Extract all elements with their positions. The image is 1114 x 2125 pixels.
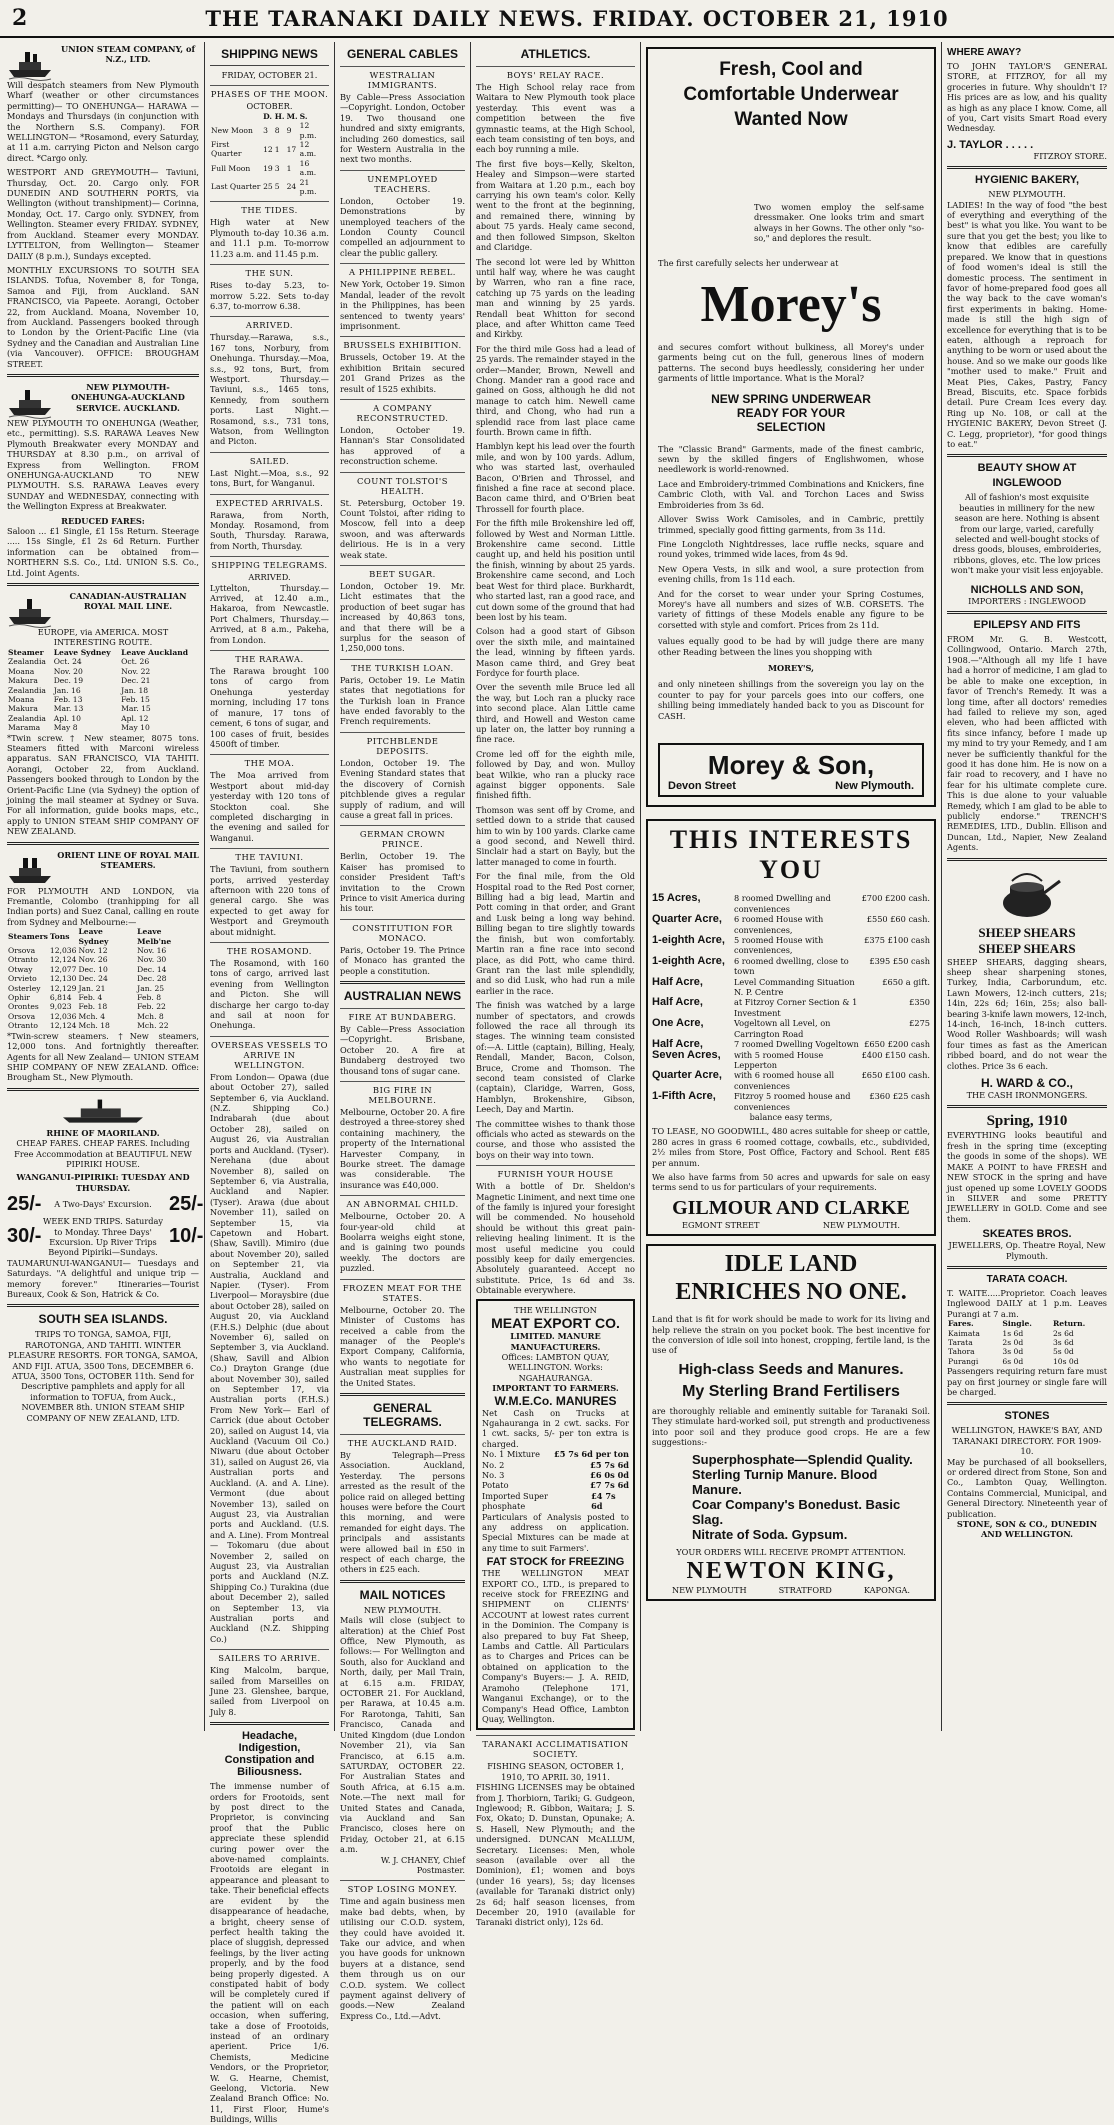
- gilmour-clarke-ad: THIS INTERESTS YOU 15 Acres, 8 roomed Dwelling and conveniences £700 £200 cash. Quarter Acre, 6 roomed House with conveniences, £550 £60 cash. 1-eighth Acre, 5 roomed House with conveniences, £375 £100 cash 1-eighth Acre, 6 roomed dwelling, close to town £395 £50 cash Half Acre, Level Commanding Situation N. P. Centre £650 a gift. Half Acre, at Fitzroy Corner Section & 1 Investment £350 One Acre, Vogeltown all Level, on Carrington Road £275 Half Acre, 7 roomed Dwelling Vogeltown £650 £200 cash Seven Acres, with 5 roomed House Lepperton £400 £150 cash. Quarter Acre, with 6 roomed house all conveniences £650 £100 cash. 1-Fifth Acre, Fitzroy 5 roomed house and conveniences £360 £25 cash balance easy terms, TO LEASE, NO GOODWILL, 480 acres suitable for sheep or cattle, 280 acres in grass 6 roomed cottage, cowbails, etc., subdivided, 2½ miles from Store, Post Office, Factory and School. Rent £85 per annum. We also have farms from 50 acres and upwards for sale on easy terms send to us for particulars of your requirements. GILMOUR AND CLARKE EGMONT STREET NEW PLYMOUTH.: [646, 819, 936, 1236]
- spring-body: EVERYTHING looks beautiful and fresh in the spring time (excepting the goods in some of the shops). WE MAKE A POINT to have FRESH and NEW STOCK in the spring and have just opened up some LOVELY GOODS in SILVER and some PRETTY JEWELLERY in GOLD. Come and see them.: [947, 1130, 1107, 1224]
- mail-body: Mails will close (subject to alteration) at the Chief Post Office, New Plymouth, as follows:— For Wellington and South, also for Auckland and North, daily, per Mail Train, at 6.15 a.m. FRIDAY, OCTOBER 21. For Auckland, per Rarawa, at 10.45 a.m. For Rarotonga, Tahiti, San Francisco, Canada and United Kingdom (due London November 21), via San Francisco, at 6.15 a.m. SATURDAY, OCTOBER 22. For Australian States and South Africa, at 6.15 a.m. Note.—The next mail for United States and Canada, via Auckland and San Francisco, closes here on Friday, October 21, at 6.15 a.m.: [340, 1615, 465, 1855]
- table-row: Otranto 12,124 Mch. 18 Mch. 22: [8, 1021, 169, 1031]
- arrived-heading: ARRIVED.: [210, 316, 329, 330]
- stop-losing-heading: STOP LOSING MONEY.: [340, 1880, 465, 1894]
- article-heading: WESTRALIAN IMMIGRANTS.: [340, 66, 465, 90]
- tides-heading: THE TIDES.: [210, 201, 329, 215]
- fares-head: REDUCED FARES:: [61, 515, 145, 526]
- list-item: And for the corset to wear under your Spring Costumes, Morey's have all numbers and sizes of W.B. CORSETS. The variety of fittings of these Models enable any figure to be corsetted with style and comfort. Prices from 2s 11d.: [658, 588, 924, 630]
- list-item: Half Acre, 7 roomed Dwelling Vogeltown £650 £200 cash: [652, 1038, 930, 1051]
- union-body: Will despatch steamers from New Plymouth Wharf (weather or other circumstances permitting)— TO ONEHUNGA— HARAWA — Mondays and Thursdays (in conjunction with the Northern S.S. Company). FOR WELLINGTON— *Rosamond, every Saturday, at 11 a.m. carrying Picton and Nelson cargo direct. *Cargo only.: [7, 80, 199, 163]
- expected-heading: EXPECTED ARRIVALS.: [210, 494, 329, 508]
- article-heading: BIG FIRE IN MELBOURNE.: [340, 1081, 465, 1105]
- list-item: Lace and Embroidery-trimmed Combinations and Knickers, fine Cambric Cloth, with Val. and Torchon Laces and Swiss Embroideries from 3s 6d.: [658, 478, 924, 510]
- spring-heading: Spring, 1910: [986, 1113, 1068, 1130]
- page-number: 2: [12, 5, 28, 31]
- arrived-body: Thursday.—Rarawa, s.s., 167 tons, Norbury, from Onehunga. Thursday.—Moa, s.s., 92 tons, Burt, from Westport. Thursday.—Taviuni, s.s., 1465 tons, Kennedy, from southern ports. Last Night.—Rosamond, s.s., 731 tons, Watson, from Wellington and Picton.: [210, 332, 329, 447]
- article-body: New York, October 19. Simon Mandal, leader of the revolt in the Philippines, has been sentenced to twenty years' imprisonment.: [340, 279, 465, 331]
- acclimatisation-body: FISHING LICENSES may be obtained from J. Thorbiorn, Tariki; G. Gudgeon, Inglewood; R. Gibbon, Waitara; J. S. Fox, Okato; D. Dunstan, Opunake; A. S. Hasell, New Plymouth; and the undersigned. DUNCAN McALLUM, Secretary. Licenses: Men, whole season (available over all the Dominion), £1; women and boys (under 16 years), 5s; day licenses (available for Taranaki district only) 2s 6d; half season licenses, from December 20, 1910 (available for Taranaki district only), 12s 6d.: [476, 1782, 635, 1928]
- manures-title: W.M.E.Co. MANURES: [494, 1393, 617, 1408]
- south-sea-ad: [7, 1312, 199, 1423]
- table-row: Last Quarter 25 5 24 21 p.m.: [211, 177, 317, 197]
- newspaper-title: THE TARANAKI DAILY NEWS. FRIDAY. OCTOBER 21, 1910: [205, 5, 949, 31]
- article-body: Berlin, October 19. The Kaiser has promised to consider President Taft's invitation to the Crown Prince to visit America during his tour.: [340, 851, 465, 914]
- taumarunui: TAUMARUNUI-WANGANUI— Tuesdays and Saturdays. "A delightful and unique trip — memory forever." Itineraries—Tourist Bureaux, Cook & Son, Hatrick & Co.: [7, 1257, 199, 1299]
- orient-sub: FOR PLYMOUTH AND LONDON, via Fremantle, Colombo (tranhipping for all Indian ports) and Suez Canal, calling en route from Sydney and Melbourne:—: [7, 885, 199, 927]
- hygienic-bakery-heading: HYGIENIC BAKERY,: [974, 174, 1080, 187]
- article-heading: A PHILIPPINE REBEL.: [340, 263, 465, 277]
- where-away-body: TO JOHN TAYLOR'S GENERAL STORE, at FITZROY, for all my groceries in future. Why shouldn't I? His prices are as low, and his quality as high as any place I know. Come, all of you, Cart visits Smart Road every Wednesday.: [947, 61, 1107, 134]
- riverboat-icon: [53, 1096, 153, 1128]
- orient-schedule-table: [7, 927, 199, 1030]
- acclimatisation-heading: TARANAKI ACCLIMATISATION SOCIETY.: [476, 1735, 635, 1759]
- list-item: No. 3 £6 0s 0d: [482, 1469, 629, 1480]
- morey-and-son: Morey & Son,: [707, 750, 875, 780]
- article-heading: A COMPANY RECONSTRUCTED.: [340, 399, 465, 423]
- sailed-heading: SAILED.: [210, 452, 329, 466]
- steamship-icon: [7, 44, 53, 80]
- article-heading: BRUSSELS EXHIBITION.: [340, 336, 465, 350]
- relay-heading: BOYS' RELAY RACE.: [476, 66, 635, 80]
- np-body: NEW PLYMOUTH TO ONEHUNGA (Weather, etc., permitting). S.S. RARAWA Leaves New Plymouth Breakwater every MONDAY and THURSDAY at 8.30 p.m., on arrival of Express from Wellington. FROM ONEHUNGA-AUCKLAND TO NEW PLYMOUTH. S.S. RARAWA Leaves every SUNDAY and WEDNESDAY, connecting with the Wellington Express at Breakwater.: [7, 417, 199, 512]
- list-item: Allover Swiss Work Camisoles, and in Cambric, prettily trimmed, specially good fitting garments, from 3s 11d.: [658, 514, 924, 535]
- gilmour-clarke-name: GILMOUR AND CLARKE: [672, 1196, 910, 1219]
- table-row: Otway 12,077 Dec. 10 Dec. 14: [8, 964, 167, 974]
- article-heading: FIRE AT BUNDABERG.: [340, 1008, 465, 1022]
- column-local-ads: WHERE AWAY? TO JOHN TAYLOR'S GENERAL STORE, at FITZROY, for all my groceries in future. Why shouldn't I? His prices are as low, and his quality as high as any place I know. Come, all of you, Cart visits Smart Road every Wednesday. J. TAYLOR . . . . . FITZROY STORE. HYGIENIC BAKERY, NEW PLYMOUTH. LADIES! In the way of food "the best of everything and everything of the best" is what you like. You want to be sure that you get the best; you like to know that edibles are carefully prepared. We know that in questions of food women's ideal is still the domestic process. The sentiment in favor of home-prepared food goes all the way back to the cave woman's first experiments in baking. Home-made is still the high sign of excellence for everything that is to be eaten, although a reproach for anything to be worn or used about the house. And so we make our goods like "mother used to make." Fruit and Meat Pies, Cakes, Pastry, Fancy Bread, Biscuits, etc. Space forbids detail. Pure Cream Ices every day. Ring up No. 108, or call at the HYGIENIC BAKERY, Devon Street (J. C. Legg, proprietor), "for good things to eat." BEAUTY SHOW AT INGLEWOOD All of fashion's most exquisite beauties in millinery for the new season are here. Nothing is absent from our large, varied, carefully selected and well-bought stocks of dress goods, blouses, embroideries, ribbons, gloves, etc. The low prices won't make your visit less enjoyable. NICHOLLS AND SON, IMPORTERS : INGLEWOOD EPILEPSY AND FITS FROM Mr. G. B. Westcott, Collingwood, Ontario. March 27th, 1908.—"Although all my life I have had a horror of medicine, I am glad to be able to make one exception, in favor of Trench's Remedy. It was a long time, after all doctors' remedies had failed to relieve my son, aged eleven, who had been afflicted with fits since infancy, before I made up my mind to try your Remedy, and I am never be sufficiently thankful for the good it has done him. He is now on a fair road to recovery, and I have no fear for his ultimate complete cure. This is due alone to your valuable Remedy, which I am glad to be able to publicly endorse." TRENCH'S REMEDIES, LTD., Dublin. Ellison and Duncan, Ltd., Napier, New Zealand Agents. SHEEP SHEARS SHEEP SHEARS SHEEP SHEARS, dagging shears, sheep shear sharpening stones, Turkey, India, Carborundum, etc. Lawn Mowers, 12-inch cutters, 21s; 14in, 22s 6d; 16in, 25s; also ball-bearing 3-knife lawn mowers, 12-inch, 14-inch, 16-inch, 18-inch cutters. Wood Roller Washboards; will wash four times as fast as the American ribbed board, and do not wear the clothes. Price 3s 6 each. H. WARD & CO., THE CASH IRONMONGERS. Spring, 1910 EVERYTHING looks beautiful and fresh in the spring time (excepting the goods in some of the shops). WE MAKE A POINT to have FRESH and NEW STOCK in the spring and have just opened up some LOVELY GOODS in SILVER and some PRETTY JEWELLERY in GOLD. Come and see them. SKEATES BROS. JEWELLERS, Op. Theatre Royal, New Plymouth. TARATA COACH. T. WAITE.....Proprietor. Coach leaves Inglewood DAILY at 1 p.m. Leaves Purangi at 7 a.m. Fares. Single. Return. Kaimata 1s 6d 2s 6d Tarata 2s 0d 3s 6d Tahora 3s 0d 5s 0d Purangi 6s 0d 10s 0d Passengers requiring return fare must pay on first journey or single fare will be charged. STONES WELLINGTON, HAWKE'S BAY, AND TARANAKI DIRECTORY. FOR 1909-10. May be purchased of all booksellers, or ordered direct from Stone, Son and Co., Lambton Quay, Wellington. Contains Commercial, Municipal, and General Directory. Nineteenth year of publication. STONE, SON & CO., DUNEDIN AND WELLINGTON.: [947, 47, 1107, 1540]
- furnish-heading: FURNISH YOUR HOUSE: [476, 1165, 635, 1179]
- australian-news-heading: AUSTRALIAN NEWS: [343, 988, 462, 1003]
- list-item: Imported Super phosphate £4 7s 6d: [482, 1490, 616, 1512]
- land-list: [652, 893, 930, 1112]
- table-row: Ophir 6,814 Feb. 4 Feb. 8: [8, 993, 162, 1003]
- article-heading: CONSTITUTION FOR MONACO.: [340, 919, 465, 943]
- table-row: Marama May 8 May 10: [8, 723, 150, 733]
- stop-losing-body: Time and again business men make bad debts, when, by utilising our C.O.D. system, they could have avoided it. Take our advice, and when you have goods for unknown buyers at a distance, send them through us on our C.O.D. system. We collect payment against delivery of goods.—New Zealand Express Co., Ltd.—Advt.: [340, 1896, 465, 2021]
- article-body: London, October 19. The Evening Standard states that the discovery of Cornish pitchblende gives a regular supply of radium, and will cause a great fall in prices.: [340, 757, 465, 820]
- fat-stock-title: FAT STOCK for FREEZING: [486, 1556, 625, 1569]
- article-heading: AN ABNORMAL CHILD.: [340, 1195, 465, 1209]
- moon-month: OCTOBER.: [246, 101, 293, 112]
- union-body-3: MONTHLY EXCURSIONS TO SOUTH SEA ISLANDS. Tofua, November 8, for Tonga, Samoa and Fiji, from Auckland. SAN FRANCISCO, via Papeete. Aorangi, October 22, from Auckland. Moana, November 10, from Auckland. Passengers booked through to London by the Orient-Pacific Line (via Sydney and the Canadian and Australian Line (via Vancouver). OFFICE: BROUGHAM STREET.: [7, 264, 199, 369]
- list-item: No. 2 £5 7s 6d: [482, 1459, 629, 1470]
- telegrams-heading: SHIPPING TELEGRAMS.: [210, 556, 329, 570]
- can-foot: *Twin screw. † New steamer, 8075 tons. Steamers fitted with Marconi wireless apparatus. SAN FRANCISCO, VIA TAHITI. Aorangi, October 22, from Auckland. Passengers booked through to London by the Orient-Pacific Line (via Sydney) the option of joining the mail steamer at Sydney or Suva. For all information, guide books maps, etc., apply to UNION STEAM SHIP COMPANY OF NEW ZEALAND.: [7, 732, 199, 837]
- list-item: One Acre, Vogeltown all Level, on Carrington Road £275: [652, 1017, 930, 1039]
- list-item: 1-eighth Acre, 6 roomed dwelling, close to town £395 £50 cash: [652, 954, 930, 977]
- rarawa-heading: THE RARAWA.: [210, 650, 329, 664]
- article-heading: PITCHBLENDE DEPOSITS.: [340, 732, 465, 756]
- overseas-body: From London— Opawa (due about October 27), sailed September 6, via Auckland. (N.Z. Shipping Co.) Indrabarah (due about October 28), sailed on August 26, via Australian ports and Auckland. (Tyser). Nerehana (due about November 8), sailed on September 6, via Australia, Auckland and Napier. (Tyser). Arawa (due about November 11), sailed on September 15, via Capetown and Hobart. (Shaw, Savill). Mimiro (due about November 20), sailed on September 21, via Australia, Auckland and Napier. (Tyser). From Liverpool— Moraysbire (due about October 28), sailed on August 20, via Auckland (F.H.S.) Delphic (due about November 6), sailed on September 3, via Auckland. (Shaw, Savill and Albion Co.) Drayton Grange (due about November 30), sailed on September 17, via Australian ports (F.H.S.) From New York— Earl of Carrick (due about October 20), sailed on August 14, via Auckland (Vacuum Oil Co.) Niwaru (due about October 31), sailed on August 26, via Australian ports and Auckland. (A. and A. Line). Vermont (due about November 13), sailed on August 23, via Australian ports and Auckland. (U.S. and A. Line). From Montreal— Tokomaru (due about November 2, sailed on August 23, via Australian ports and Auckland (N.Z. Shipping Co.) Turakina (due about December 2), sailed on September 13, via Australian ports and Auckland (N.Z. Shipping Co.): [210, 1071, 329, 1644]
- table-header: Leave Sydney: [78, 927, 109, 946]
- article-paragraph: Over the seventh mile Bruce led all the way, but Loch ran a plucky race into second place. Alan Little came third, and Howell and Weston came up later on, the latter boy running a fine race.: [476, 682, 635, 745]
- sun-body: Rises to-day 5.23, to-morrow 5.22. Sets to-day 6.37, to-morrow 6.38.: [210, 280, 329, 311]
- taviuni-body: The Taviuni, from southern ports, arrived yesterday afternoon with 220 tons of general cargo. She was expected to get away for Westport and Greymouth about midnight.: [210, 864, 329, 937]
- can-sub: EUROPE, via AMERICA. MOST INTERESTING ROUTE.: [37, 627, 169, 648]
- article-heading: GERMAN CROWN PRINCE.: [340, 825, 465, 849]
- article-paragraph: The second lot were led by Whitton until half way, where he was caught by Warren, who ran a fine race, catching up 75 yards on the leading man and winning by 25 yards. Rendall beat Whitton for second place, and after Whitton came Teed and Kirkby.: [476, 256, 635, 340]
- table-row: Kaimata 1s 6d 2s 6d: [948, 1328, 1074, 1338]
- rosamond-heading: THE ROSAMOND.: [210, 942, 329, 956]
- article-paragraph: For the fifth mile Brokenshire led off, followed by West and Norman Little. Brokenshire came second. Little caught up, and held his position until the finish, winning by about 25 yards. Brokenshire came second, and Loch beat West for third place. Burkhardt, who started last, ran a good race, and cut down some of the ground that had been lost by his team.: [476, 518, 635, 622]
- taviuni-heading: THE TAVIUNI.: [210, 848, 329, 862]
- steamship-icon: [7, 591, 53, 627]
- can-head: CANADIAN-AUSTRALIAN ROYAL MAIL LINE.: [69, 591, 187, 612]
- moon-heading: PHASES OF THE MOON.: [210, 85, 329, 99]
- article-paragraph: For the third mile Goss had a lead of 25 yards. The remainder stayed in the order—Mander, Brown, Newell and Chong. Mander ran a good race and gained on Goss, although he did not manage to catch him. Newell came third, and Chong, who had run a splendid race from last place came fourth. Brown came in fifth.: [476, 343, 635, 437]
- raid-heading: THE AUCKLAND RAID.: [340, 1434, 465, 1448]
- ssi-head: SOUTH SEA ISLANDS.: [38, 1312, 168, 1327]
- article-paragraph: Colson had a good start of Gibson over the sixth mile, and maintained the lead, winning by fifteen yards. Mason came third, and Grey beat Fordyce for fourth place.: [476, 626, 635, 678]
- article-paragraph: The first five boys—Kelly, Skelton, Healey and Simpson—were started from Waitara at 1.20 p.m., each boy carrying his own team's color. Kelly went to the front at the beginning, and remained there, winning by about 75 yards. Healy came second, and then followed Simpson, Skelton and Claridge.: [476, 158, 635, 253]
- list-item: 1-Fifth Acre, Fitzroy 5 roomed house and conveniences £360 £25 cash: [652, 1090, 930, 1112]
- orient-line-ad: [7, 850, 199, 1083]
- telegrams-body: Lyttelton, Thursday.—Arrived, at 12.40 a.m., Hakaroa, from Newcastle. Port Chalmers, Thursday.—Arrived, at 8 a.m., Pakeha, from London.: [210, 582, 329, 645]
- table-row: Zealandia Jan. 16 Jan. 18: [8, 685, 149, 695]
- overseas-heading: OVERSEAS VESSELS TO ARRIVE IN WELLINGTON.: [210, 1036, 329, 1070]
- article-heading: BEET SUGAR.: [340, 565, 465, 579]
- article-paragraph: The High School relay race from Waitara to New Plymouth took place yesterday. This event was a competition between the five gymnastic teams, at the High School, each team consisting of ten boys, and each boy running a mile.: [476, 82, 635, 155]
- stones-directory-heading: STONES: [1004, 1410, 1050, 1423]
- list-item: Half Acre, at Fitzroy Corner Section & 1 Investment £350: [652, 996, 930, 1018]
- newton-king-name: NEWTON KING,: [686, 1557, 896, 1584]
- sheep-shears-icon: [992, 867, 1062, 919]
- hygienic-bakery-body: LADIES! In the way of food "the best of everything and everything of the best" is what you like. You want to be sure that you get the best; you like to know that edibles are carefully prepared. We know that in questions of food women's ideal is still the domestic process. The sentiment in favor of home-prepared food goes all the way back to the cave woman's first experiments in baking. Home-made is still the high sign of excellence for everything that is to be eaten, although a reproach for anything to be worn or used about the house. And so we make our goods like "mother used to make." Fruit and Meat Pies, Cakes, Pastry, Fancy Bread, Biscuits, etc. Space forbids detail. Pure Cream Ices every day. Ring up No. 108, or call at the HYGIENIC BAKERY, Devon Street (J. C. Legg, proprietor), "for good things to eat.": [947, 199, 1107, 449]
- table-header: Tons: [49, 931, 70, 941]
- list-item: 1-eighth Acre, 5 roomed House with conveniences, £375 £100 cash: [652, 934, 930, 956]
- ssi-body: TRIPS TO TONGA, SAMOA, FIJI, RAROTONGA, AND TAHITI. WINTER PLEASURE RESORTS. FOR TONGA, SAMOA, AND FIJI. ATUA, 3500 Tons, DECEMBER 6. ATUA, 3500 Tons, OCTOBER 11th. Send for Descriptive pamphlets and apply for all information to TOFUA, from Auck., NOVEMBER 8th. UNION STEAM SHIP COMPANY OF NEW ZEALAND, LTD.: [8, 1329, 198, 1423]
- table-header: Steamer: [8, 647, 44, 657]
- table-row: Zealandia Oct. 24 Oct. 26: [8, 657, 150, 667]
- column-cables: [335, 42, 471, 2021]
- table-row: Osterley 12,129 Jan. 21 Jan. 25: [8, 983, 165, 993]
- article-body: London, October 19. Mr. Licht estimates that the production of beet sugar has increased by 40,863 tons, and that there will be a surplus for the season of 1,250,000 tons.: [340, 581, 465, 654]
- column-shipping-ads: [2, 42, 205, 1731]
- article-body: London, October 19. Demonstrations by unemployed teachers of the London County Council compelled an adjournment to clear the public gallery.: [340, 195, 465, 258]
- table-row: Full Moon 19 3 1 16 a.m.: [211, 158, 317, 178]
- list-item: Quarter Acre, 6 roomed House with conveniences, £550 £60 cash.: [652, 913, 930, 935]
- mail-signature: W. J. CHANEY, Chief Postmaster.: [380, 1854, 465, 1875]
- this-interests-you: THIS INTERESTS YOU: [669, 825, 913, 885]
- list-item: The "Classic Brand" Garments, made of the finest cambric, sewn by the skilled fingers of Englishwomen, whose needlework is world-renowned.: [658, 443, 924, 475]
- moreys-logo: Morey's: [700, 276, 882, 334]
- sheep-shears-body: SHEEP SHEARS, dagging shears, sheep shear sharpening stones, Turkey, India, Carborundum, etc. Lawn Mowers, 12-inch cutters, 21s; 14in, 22s 6d; 16in, 25s; also ball-bearing 3-knife lawn mowers, 12-inch, 14-inch, 16-inch, 18-inch cutters. Wood Roller Washboards; will wash four times as fast as the American ribbed board, and do not wear the clothes. Price 3s 6 each.: [947, 956, 1107, 1071]
- list-item: Potato £7 7s 6d: [482, 1480, 629, 1491]
- article-body: Paris, October 19. The Prince of Monaco has granted the people a constitution.: [340, 944, 465, 976]
- frootoids-body: The immense number of orders for Frootoids, sent by post direct to the Proprietor, is convincing proof that the Public appreciate these splendid curing power over the above-named complaints. Frootoids are elegant in appearance and pleasant to take. Their beneficial effects are evident by the disappearance of headache, a bright, cheery sense of perfect health taking the place of sluggish, depressed feelings, by the liver acting properly, and by the food being properly digested. A constipated habit of body will be completely cured if the patient will on each occasion, when suffering, take a dose of Frootoids, instead of an ordinary aperient. Price 1/6. Chemists, Medicine Vendors, or the Proprietor, W. G. Hearne, Chemist, Geelong, Victoria. New Zealand Branch Office: No. 11, First Floor, Hume's Buildings, Willis: [210, 1781, 329, 2125]
- wanganui-route: WANGANUI-PIPIRIKI: TUESDAY AND THURSDAY.: [16, 1172, 190, 1193]
- list-item: No. 1 Mixture £5 7s 6d per ton: [482, 1449, 629, 1460]
- newton-king-ad: IDLE LAND ENRICHES NO ONE. Land that is fit for work should be made to work for its living and help relieve the strain on you pocket book. The best incentive for the conversion of idle soil into honest, cropping, fertile land, is the use of High-class Seeds and Manures. My Sterling Brand Fertilisers are thoroughly reliable and eminently suitable for Taranaki Soil. They stimulate hard-worked soil, put strength and productiveness into poor soil and they produce good crops. He are a few suggestions:- Superphosphate—Splendid Quality. Sterling Turnip Manure. Blood Manure. Coar Company's Bonedust. Basic Slag. Nitrate of Soda. Gypsum. YOUR ORDERS WILL RECEIVE PROMPT ATTENTION. NEWTON KING, NEW PLYMOUTH STRATFORD KAPONGA.: [646, 1244, 936, 1601]
- tarata-coach-heading: TARATA COACH.: [986, 1273, 1068, 1285]
- column-advertisements: [641, 42, 942, 1731]
- sailers-heading: SAILERS TO ARRIVE.: [210, 1649, 329, 1663]
- beauty-show-body: All of fashion's most exquisite beauties in millinery for the new season are here. Nothing is absent from our large, varied, carefully selected and well-bought stocks of dress goods, blouses, embroideries, ribbons, gloves, etc. The low prices won't make your visit less enjoyable.: [950, 492, 1104, 576]
- article-body: Melbourne, October 20. A four-year-old child at Boolarra weighs eight stone, and is gaining two pounds weekly. The doctors are puzzled.: [340, 1211, 465, 1274]
- article-paragraph: Hamblyn kept his lead over the fourth mile, and won by 100 yards. Adlum, who was started last, overhauled Bacon, O'Brien and Throssel, and finished a fine race at second place. Bacon came third, and O'Brien beat Throssell for fourth place.: [476, 441, 635, 514]
- table-header: Leave Auckland: [121, 647, 189, 657]
- moreys-ad: Fresh, Cool and Comfortable Underwear Wanted Now Two women employ the self-same dressmaker. One looks trim and smart always in her Gowns. The other only "so-so," and deplores the result. The first carefully selects her underwear at Morey's and secures comfort without bulkiness, all Morey's under garments being cut on the full, generous lines of modern patterns. The second buys heedlessly, considering her under garments of little importance. What is the Moral? NEW SPRING UNDERWEAR READY FOR YOUR SELECTION The "Classic Brand" Garments, made of the finest cambric, sewn by the skilled fingers of Englishwomen, whose needlework is world-renowned. Lace and Embroidery-trimmed Combinations and Knickers, fine Cambric Cloth, with Val. and Torchon Laces and Swiss Embroideries from 3s 6d. Allover Swiss Work Camisoles, and in Cambric, prettily trimmed, specially good fitting garments, from 3s 11d. Fine Longcloth Nightdresses, lace ruffle necks, square and round yokes, trimmed wide laces, from 4s 9d. New Opera Vests, in silk and wool, a sure protection from evening chills, from 1s 11d each. And for the corset to wear under your Spring Costumes, Morey's have all numbers and sizes of W.B. CORSETS. The variety of fittings of these Models enable any figure to be corsetted with style and comfort. Prices from 2s 11d. values equally good to be had by will judge there are many other Reading between the lines you shopping with MOREY'S, and only nineteen shillings from the sovereign you lay on the counter to pay for your parcels goes into our coffers, one shilling being immediately handed back to you as Discount for CASH. Morey & Son, Devon Street New Plymouth.: [646, 47, 936, 807]
- article-paragraph: Thomson was sent off by Crome, and settled down to a stride that caused him to win by 100 yards. Clarke came a good second, and Newell third. Sinclair had a start on Bayly, but the latter managed to come in fourth.: [476, 804, 635, 867]
- telegrams-arrived: ARRIVED.: [248, 572, 291, 583]
- moa-body: The Moa arrived from Westport about mid-day yesterday with 120 tons of Stockton coal. She completed discharging in the evening and sailed for Wanganui.: [210, 770, 329, 843]
- fare-two-day: 25/- A Two-Days' Excursion. 25/-: [7, 1193, 204, 1216]
- article-body: Paris, October 19. Le Matin states that negotiations for the Turkish loan in France have ended favorably to the French requirements.: [340, 674, 465, 727]
- sun-heading: THE SUN.: [210, 264, 329, 278]
- table-header: Steamers: [8, 931, 48, 941]
- article-heading: COUNT TOLSTOI'S HEALTH.: [340, 472, 465, 496]
- list-item: Sterling Turnip Manure. Blood Manure.: [692, 1467, 878, 1498]
- frootoids-heading: Headache, Indigestion, Constipation and Biliousness.: [224, 1730, 315, 1779]
- np-head: NEW PLYMOUTH-ONEHUNGA-AUCKLAND SERVICE. AUCKLAND.: [71, 381, 185, 413]
- article-paragraph: Crome led off for the eighth mile, followed by Day, and won. Mulloy beat Wilkie, who ran a plucky race against bigger opponents. Sale finished fifth.: [476, 748, 635, 801]
- epilepsy-body: FROM Mr. G. B. Westcott, Collingwood, Ontario. March 27th, 1908.—"Although all my life I have had a horror of medicine, I am glad to be able to make one exception, in favor of Trench's Remedy. It was a long time, after all doctors' remedies had failed to relieve my son, aged eleven, who had been afflicted with fits since infancy, before I made up my mind to try your Remedy, and I am never be sufficiently thankful for the good it has done him. He is now on a fair road to recovery, and I have no fear for his ultimate complete cure. This is due alone to your valuable Remedy, which I am glad to be able to publicly endorse." TRENCH'S REMEDIES, LTD., Dublin. Ellison and Duncan, Ltd., Napier, New Zealand Agents.: [947, 634, 1107, 853]
- moon-table: D. H. M. S. New Moon 3 8 9 12 p.m. First Quarter 12 1 17 12 a.m. Full Moon 19 3 1 16 a.m. Last Quarter 25 5 24 21 p.m.: [210, 112, 329, 197]
- article-heading: UNEMPLOYED TEACHERS.: [340, 170, 465, 194]
- table-row: Orvieto 12,130 Dec. 24 Dec. 28: [8, 974, 167, 984]
- shipping-news-heading: SHIPPING NEWS: [221, 47, 318, 61]
- steamship-icon: [7, 382, 53, 418]
- article-body: By Cable—Press Association—Copyright. London, October 19. Two thousand one hundred and sixty emigrants, including 260 domestics, sail for Western Australia in the next two months.: [340, 92, 465, 165]
- article-heading: FROZEN MEAT FOR THE STATES.: [340, 1279, 465, 1303]
- sailers-body: King Malcolm, barque, sailed from Marseilles on June 23. Glenshee, barque, sailed from Liverpool on July 8.: [210, 1665, 329, 1717]
- article-paragraph: For the final mile, from the Old Hospital road to the Red Post corner, Billing had a big lead, Martin and Pott coming in that order, and Grant and Lusk being a long way behind. Billing began to tire slightly towards the finish, but won comfortably. Martin ran a fine race into second place, as did Pott, who came third. Grant ran the last mile splendidly, and so did Lusk, who had run a mile earlier in the race.: [476, 871, 635, 996]
- table-row: Orsova 12,036 Nov. 12 Nov. 16: [8, 946, 167, 956]
- table-row: Zealandia Apl. 10 Apl. 12: [8, 713, 149, 723]
- steamship-icon: [7, 850, 53, 886]
- rarawa-body: The Rarawa brought 100 tons of cargo from Onehunga yesterday morning, including 17 tons of manure, 17 tons of cement, 6 tons of sugar, and 100 cases of fruit, besides 4500ft of timber.: [210, 666, 329, 749]
- list-item: Nitrate of Soda. Gypsum.: [692, 1527, 848, 1543]
- orient-foot: *Twin-screw steamers. †New steamers, 12,000 tons. And fortnightly thereafter. Agents for all New Zealand— UNION STEAM SHIP COMPANY OF NEW ZEALAND. Office: Brougham St., New Plymouth.: [7, 1030, 199, 1083]
- article-body: London, October 19. Hannan's Star Consolidated has approved of a reconstruction scheme.: [340, 424, 465, 467]
- table-row: Tarata 2s 0d 3s 6d: [948, 1337, 1074, 1347]
- article-body: Brussels, October 19. At the exhibition Britain secured 201 Grand Prizes as the result of 1525 exhibits.: [340, 352, 465, 394]
- table-row: Orsova 12,036 Mch. 4 Mch. 8: [8, 1011, 164, 1021]
- fare-week-end: 30/- WEEK END TRIPS. Saturday to Monday. Three Days' Excursion. Up River Trips Beyond Pipiriki—Sundays. 10/-: [7, 1216, 204, 1258]
- general-cables-heading: GENERAL CABLES: [346, 47, 459, 61]
- orient-head: ORIENT LINE OF ROYAL MAIL STEAMERS.: [57, 849, 199, 870]
- rhine-head: RHINE OF MAORILAND.: [46, 1127, 160, 1138]
- table-row: Orontes 9,023 Feb. 18 Feb. 22: [8, 1002, 166, 1012]
- list-item: Quarter Acre, with 6 roomed house all conveniences £650 £100 cash.: [652, 1069, 930, 1091]
- rhine-sub: CHEAP FARES. CHEAP FARES. Including Free Accommodation at BEAUTIFUL NEW PIPIRIKI HOUSE.: [14, 1138, 192, 1169]
- masthead: [0, 0, 1114, 38]
- athletics-heading: ATHLETICS.: [520, 47, 591, 61]
- rhine-ad: [7, 1096, 204, 1300]
- table-row: Moana Feb. 13 Feb. 15: [8, 694, 150, 704]
- article-paragraph: The finish was watched by a large number of spectators, and crowds followed the race all through its stages. The winning team consisted of:—A. Little (captain), Billing, Healy, Rendall, Mander, Bacon, Colson, Bruce, Crome and Thomson. The second team consisted of Clarke (captain), Claridge, Warren, Goss, Hamblyn, Brokenshire, Gibson, Leech, Day and Martin.: [476, 1000, 635, 1115]
- np-onehunga-ad: [7, 382, 199, 578]
- canadian-line-ad: [7, 591, 199, 837]
- table-row: First Quarter 12 1 17 12 a.m.: [211, 140, 317, 159]
- list-item: Half Acre, Level Commanding Situation N. P. Centre £650 a gift.: [652, 975, 930, 998]
- where-away-heading: WHERE AWAY?: [947, 47, 1022, 58]
- column-athletics: ATHLETICS. BOYS' RELAY RACE. The High School relay race from Waitara to New Plymouth took place yesterday. This event was a competition between the five gymnastic teams, at the High School, each team consisting of ten boys, and each boy running a mile. The first five boys—Kelly, Skelton, Healey and Simpson—were started from Waitara at 1.20 p.m., each boy carrying his own team's color. Kelly went to the front at the beginning, and remained there, winning by about 75 yards. Healy came second, and then followed Simpson, Skelton and Claridge. The second lot were led by Whitton until half way, where he was caught by Warren, who ran a fine race, catching up 75 yards on the leading man and winning by 25 yards. Rendall beat Whitton for second place, and after Whitton came Teed and Kirkby. For the third mile Goss had a lead of 25 yards. The remainder stayed in the order—Mander, Brown, Newell and Chong. Mander ran a good race and gained on Goss, although he did not manage to catch him. Newell came third, and Chong, who had run a splendid race from last place came fourth. Brown came in fifth. Hamblyn kept his lead over the fourth mile, and won by 100 yards. Adlum, who was started last, overhauled Bacon, O'Brien and Throssel, and finished a fine race at second place. Bacon came third, and O'Brien beat Throssell for fourth place. For the fifth mile Brokenshire led off, followed by West and Norman Little. Brokenshire came second. Little caught up, and held his position until the finish, winning by about 25 yards. Brokenshire came second, and Loch beat West for third place. Burkhardt, who started last, ran a good race, and cut down some of the ground that had been lost by his team. Colson had a good start of Gibson over the sixth mile, and maintained the lead, winning by fifteen yards. Mason came third, and Grey beat Fordyce for fourth place. Over the seventh mile Bruce led all the way, but Loch ran a plucky race into second place. Alan Little came third, and Howell and Weston came up later on, the latter boy running a fine race. Crome led off for the eighth mile, followed by Day, and won. Mulloy beat Wilkie, who ran a plucky race against bigger opponents. Sale finished fifth. Thomson was sent off by Crome, and settled down to a stride that caused him to win by 100 yards. Clarke came a good second, and Newell third. Sinclair had a start on Bayly, but the latter managed to come in fourth. For the final mile, from the Old Hospital road to the Red Post corner, Billing had a big lead, Martin and Pott coming in that order, and Grant and Lusk being a long way behind. Billing began to tire slightly towards the finish, but won comfortably. Martin ran a fine race into second place, as did Pott, who came third. Grant ran the last mile splendidly, and so did Lusk, who had run a mile earlier in the race. The finish was watched by a large number of spectators, and crowds followed the race all through its stages. The winning team consisted of:—A. Little (captain), Billing, Healy, Rendall, Mander, Bacon, Colson, Bruce, Crome and Thomson. The second team consisted of Clarke (captain), Claridge, Warren, Goss, Hamblyn, Brokenshire, Gibson, Leech, Day and Martin. The committee wishes to thank those officials who acted as stewards on the course, and those who assisted the boys on their way into town. FURNISH YOUR HOUSE With a bottle of Dr. Sheldon's Magnetic Liniment, and next time one of the family is injured your foresight will be commended. No household should be without this great pain-relieving healing liniment. It is the most useful medicine you could possibly keep for daily emergencies. Absolutely guaranteed. Accept no substitute. Price, 1s 6d and 3s. Obtainable everywhere. THE WELLINGTON MEAT EXPORT CO. LIMITED. MANURE MANUFACTURERS. Offices: LAMBTON QUAY, WELLINGTON. Works: NGAHAURANGA. IMPORTANT TO FARMERS. W.M.E.Co. MANURES Net Cash on Trucks at Ngahauranga in 2 cwt. sacks. For 1 cwt. sacks, 5/- per ton extra is charged. No. 1 Mixture £5 7s 6d per ton No. 2 £5 7s 6d No. 3 £6 0s 0d Potato £7 7s 6d Imported Super phosphate £4 7s 6d Particulars of Analysis posted to any address on application. Special Mixtures can be made at any time to suit Farmers'. FAT STOCK for FREEZING THE WELLINGTON MEAT EXPORT CO., LTD., is prepared to receive stock for FREEZING and SHIPMENT on CLIENTS' ACCOUNT at lowest rates current in the Dominion. The Company is also prepared to buy Fat Sheep, Lambs and Cattle. All Particulars as to Charges and Prices can be obtained on application to the Company's Buyers:— J. A. REID, Aramoho (Telephone 171, Wanganui Exchange), or to the Company's Head Office, Lambton Quay, Wellington. TARANAKI ACCLIMATISATION SOCIETY. FISHING SEASON, OCTOBER 1, 1910, TO APRIL 30, 1911. FISHING LICENSES may be obtained from J. Thorbiorn, Tariki; G. Gudgeon, Inglewood; R. Gibbon, Waitara; J. S. Fox, Okato; D. Dunstan, Opunake; A. S. Hasell, New Plymouth; and the undersigned. DUNCAN McALLUM, Secretary. Licenses: Men, whole season (available over all the Dominion), £1; women and boys (under 16 years), 5s; day licenses (available for Taranaki district only) 2s 6d; half season licenses, from December 20, 1910 (available for Taranaki district only), 12s 6d.: [471, 42, 641, 1731]
- coach-fares-table: Fares. Single. Return. Kaimata 1s 6d 2s 6d Tarata 2s 0d 3s 6d Tahora 3s 0d 5s 0d Purangi 6s 0d 10s 0d: [947, 1319, 1107, 1366]
- canadian-schedule-table: [7, 648, 199, 733]
- table-row: Purangi 6s 0d 10s 0d: [948, 1356, 1079, 1366]
- epilepsy-heading: EPILEPSY AND FITS: [973, 619, 1081, 632]
- table-header: Leave Melb'ne: [137, 927, 172, 946]
- table-row: Tahora 3s 0d 5s 0d: [948, 1347, 1074, 1357]
- table-row: Moana Nov. 20 Nov. 22: [8, 666, 151, 676]
- expected-body: Rarawa, from North, Monday. Rosamond, from South, Thursday. Rarawa, from North, Thursday.: [210, 509, 329, 551]
- list-item: Seven Acres, with 5 roomed House Lepperton £400 £150 cash.: [652, 1048, 930, 1070]
- rosamond-body: The Rosamond, with 160 tons of cargo, arrived last evening from Wellington and Picton. She will discharge her cargo to-day and sail at noon for Onehunga.: [210, 958, 329, 1031]
- article-heading: THE TURKISH LOAN.: [340, 659, 465, 673]
- australian-news-list: [340, 1008, 465, 1388]
- union-steam-ad: [7, 44, 199, 369]
- list-item: Fine Longcloth Nightdresses, lace ruffle necks, square and round yokes, trimmed wide laces, from 4s 9d.: [658, 538, 924, 560]
- list-item: Superphosphate—Splendid Quality.: [692, 1452, 913, 1468]
- article-body: By Cable—Press Association—Copyright. Brisbane, October 20. A fire at Bundaberg destroyed two thousand tons of sugar cane.: [340, 1023, 465, 1076]
- general-telegrams-heading: GENERAL TELEGRAMS.: [363, 1400, 442, 1429]
- tides-body: High water at New Plymouth to-day 10.36 a.m. and 11.1 p.m. To-morrow 11.23 a.m. and 11.45 p.m.: [210, 217, 329, 259]
- moa-heading: THE MOA.: [210, 754, 329, 768]
- table-row: Makura Mar. 13 Mar. 15: [8, 704, 151, 714]
- table-header: Leave Sydney: [53, 647, 111, 657]
- list-item: 15 Acres, 8 roomed Dwelling and conveniences £700 £200 cash.: [652, 892, 930, 914]
- table-row: Makura Dec. 19 Dec. 21: [8, 676, 151, 686]
- meat-export-ad: THE WELLINGTON MEAT EXPORT CO. LIMITED. MANURE MANUFACTURERS. Offices: LAMBTON QUAY, WELLINGTON. Works: NGAHAURANGA. IMPORTANT TO FARMERS. W.M.E.Co. MANURES Net Cash on Trucks at Ngahauranga in 2 cwt. sacks. For 1 cwt. sacks, 5/- per ton extra is charged. No. 1 Mixture £5 7s 6d per ton No. 2 £5 7s 6d No. 3 £6 0s 0d Potato £7 7s 6d Imported Super phosphate £4 7s 6d Particulars of Analysis posted to any address on application. Special Mixtures can be made at any time to suit Farmers'. FAT STOCK for FREEZING THE WELLINGTON MEAT EXPORT CO., LTD., is prepared to receive stock for FREEZING and SHIPMENT on CLIENTS' ACCOUNT at lowest rates current in the Dominion. The Company is also prepared to buy Fat Sheep, Lambs and Cattle. All Particulars as to Charges and Prices can be obtained on application to the Company's Buyers:— J. A. REID, Aramoho (Telephone 171, Wanganui Exchange), or to the Company's Head Office, Lambton Quay, Wellington.: [476, 1299, 635, 1731]
- union-body-2: WESTPORT AND GREYMOUTH— Taviuni, Thursday, Oct. 20. Cargo only. FOR DUNEDIN AND SOUTHERN PORTS, via Wellington (without transhipment)— Corinna, Monday, Oct. 17. Cargo only. SYDNEY, from Wellington. Steamer every FRIDAY. SYDNEY, from Auckland. Steamer every MONDAY. LYTTELTON, from Wellington— Steamer DAILY (8 p.m.), Sundays excepted.: [7, 167, 199, 261]
- cables-list: [340, 66, 465, 976]
- furnish-body: With a bottle of Dr. Sheldon's Magnetic Liniment, and next time one of the family is injured your foresight will be commended. No household should be without this great pain-relieving healing liniment. It is the most useful medicine you could possibly keep for daily emergencies. Absolutely guaranteed. Accept no substitute. Price, 1s 6d and 3s. Obtainable everywhere.: [476, 1181, 635, 1296]
- mail-sub: NEW PLYMOUTH.: [363, 1604, 442, 1615]
- shipping-date: FRIDAY, OCTOBER 21.: [221, 70, 318, 80]
- sailed-body: Last Night.—Moa, s.s., 92 tons, Burt, for Wanganui.: [210, 467, 329, 489]
- article-paragraph: The committee wishes to thank those officials who acted as stewards on the course, and those who assisted the boys on their way into town.: [476, 1118, 635, 1160]
- list-item: New Opera Vests, in silk and wool, a sure protection from evening chills, from 1s 11d each.: [658, 563, 924, 585]
- raid-body: By Telegraph—Press Association. Auckland, Yesterday. The persons arrested as the result of the police raid on alleged betting houses were before the Court this morning, and were remanded for eight days. The principals and assistants were allowed bail in £50 in respect of each charge, the others in £25 each.: [340, 1449, 465, 1575]
- fares-body: Saloon ... £1 Single, £1 15s Return. Steerage ..... 15s Single, £1 2s 6d Return. Further information can be obtained from— NORTHERN S.S. Co., Ltd. UNION S.S. Co., Ltd. Joint Agents.: [7, 526, 199, 578]
- article-body: St. Petersburg, October 19. Count Tolstoi, after riding to Moscow, fell into a deep swoon, and was afterwards delirious. He is in a very weak state.: [340, 497, 465, 560]
- mail-notices-heading: MAIL NOTICES: [359, 1587, 446, 1602]
- beauty-show-heading: BEAUTY SHOW AT: [977, 462, 1077, 475]
- article-body: Melbourne, October 20. The Minister of Customs has received a cable from the manager of the People's Export Company, California, who wants to negotiate for Australian meat supplies for the United States.: [340, 1304, 465, 1388]
- table-row: New Moon 3 8 9 12 p.m.: [211, 121, 317, 140]
- article-body: Melbourne, October 20. A fire destroyed a three-storey shed containing machinery, the property of the International Harvester Company, in Bourke street. The damage was considerable. The insurance was £40,000.: [340, 1107, 466, 1190]
- meat-export-title: MEAT EXPORT CO.: [491, 1315, 620, 1332]
- table-row: Otranto 12,124 Nov. 26 Nov. 30: [8, 955, 167, 965]
- column-shipping-news: [205, 42, 335, 2125]
- list-item: Coar Company's Bonedust. Basic Slag.: [692, 1497, 901, 1528]
- union-head: UNION STEAM COMPANY, of N.Z., LTD.: [60, 44, 195, 65]
